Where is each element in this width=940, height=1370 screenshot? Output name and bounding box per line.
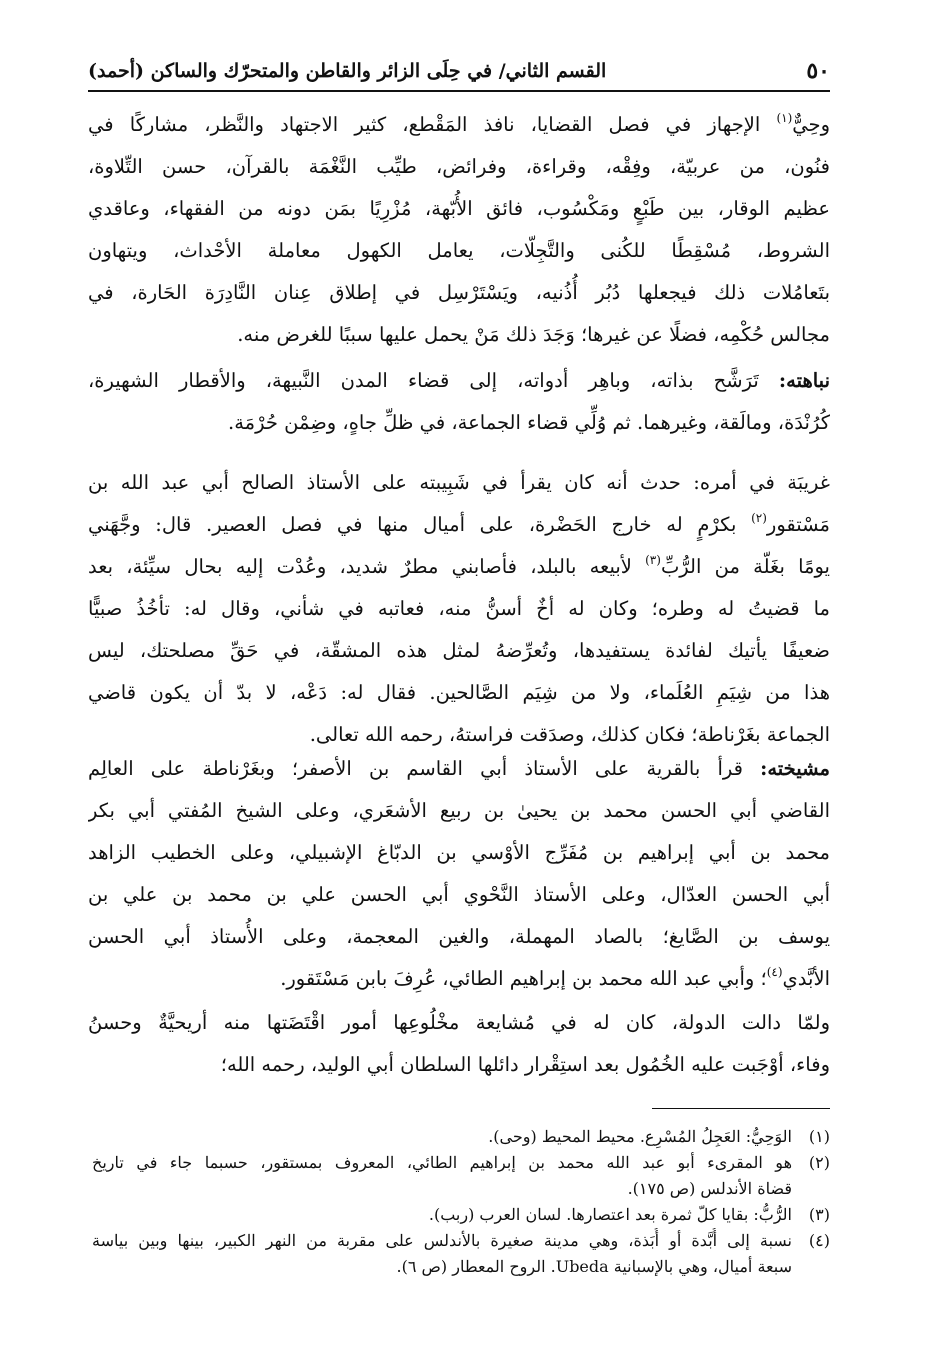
text-line: القاضي أبي الحسن محمد بن يحيىٰ بن ربيع الأشعَري، وعلى الشيخ المُفتي أبي بكر [88,799,830,822]
footnote-2-continued: قضاة الأندلس (ص ١٧٥). [627,1179,792,1198]
text-line: يوسف بن الصَّايغ؛ بالصاد المهملة، والغين المعجمة، وعلى الأُستاذ أبي الحسن [88,925,830,948]
footnote-4-continued: سبعة أميال، وهي بالإسبانية Ubeda. الروح المعطار (ص ٦). [396,1257,792,1276]
footnote-ref-1: (١) [776,111,793,125]
paragraph-2 [88,360,830,444]
text-line: ولمّا دالت الدولة، كان له في مُشايعة مخْلُوعِها أمور اقْتَضَتها منه أريحيَّةٌ وحسنُ [88,1011,830,1034]
text-line: يومًا بغَلّة من الرُّبِّ$^{(٣)}$ لأبيعه بالبلد، فأصابني مطرٌ شديد، وعُدْت إليه بحال سيِّئة، بعد [88,553,830,578]
text-line: عظيم الوقار، بين طَبْعٍ ومَكْسُوب، فائق الأُبّهة، مُزْرِيًا بمَن دونه من الفقهاء، وعاقدي [88,197,830,220]
text-line: وحِيٌّ$^{(١)}$ الإجهاز في فصل القضايا، نافذ المَقْطع، كثير الاجتهاد والنَّظر، مشاركًا في [88,111,830,136]
section-keyword: مشيخته: [760,757,830,780]
text-line: ما قضيتُ له وطره؛ وكان له أخٌ أسنُّ منه، فعاتبه في شأني، وقال له: تأخُذُ صبيًّا [88,597,830,620]
paragraph-4 [88,748,830,1000]
text-line: غريبَة في أمره: حدث أنه كان يقرأ في شَبِيبته على الأستاذ الصالح أبي عبد الله بن [88,471,830,494]
text-line: ضعيفًا يأتيك لفائدة يستفيدها، وتُعرِّضهُ لمثل هذه المشقّة، في حَقِّ مصلحتك، ليس [88,639,830,662]
footnote-ref-2: (٢) [751,511,767,525]
text-line: بتَعامُلات ذلك فيجعلها دُبُر أُذُنيه، ويَسْتَرْسِل في إطلاق عِنان النَّادِرَة الحَارة، في [88,281,830,304]
text-line: مشيخته: قرأ بالقرية على الأستاذ أبي القاسم بن الأصفر؛ وبغَرْناطة على العالِم [88,757,830,780]
footnote-ref-4: (٤) [766,965,783,979]
paragraph-5 [88,1002,830,1086]
text-line: أبي الحسن العدّال، وعلى الأستاذ النَّحْوي أبي الحسن علي بن محمد بن علي بن [88,883,830,906]
section-keyword: نباهته: [778,369,830,392]
footnote-2: (٢)هو المقرىء أبو عبد الله محمد بن إبراهيم الطائي، المعروف بمستقور، حسبما جاء في تاريخ [92,1153,830,1172]
paragraph-1 [88,104,830,356]
text-line: الأبَّدي$^{(٤)}$؛ وأبي عبد الله محمد بن إبراهيم الطائي، عُرِفَ بابن مَسْتَقور. [280,965,830,990]
footnote-ref-3: (٣) [645,553,661,567]
footnote-1: (١)الوَحِيُّ: العَجِلُ المُسْرِع. محيط المحيط (وحى). [488,1127,830,1146]
text-line: الجماعة بغَرْناطة؛ فكان كذلك، وصدَقت فراستهُ، رحمه الله تعالى. [309,723,830,746]
text-line: فنُون، من عربيّة، وفِقْه، وقراءة، وفرائض، طيِّب النَّغْمَة بالقرآن، حسن التِّلاوة، [88,155,830,178]
text-line: مجالس حُكْمِه، فضلًا عن غيرها؛ وَجَدَ ذلك مَنْ يحمل عليها سببًا للغرض منه. [237,323,830,346]
footnotes [92,1124,830,1280]
text-line: وفاء، أوْجَبت عليه الخُمُول بعد استِقْرار دائلها السلطان أبي الوليد، رحمه الله؛ [220,1053,830,1076]
text-line: محمد بن أبي إبراهيم بن مُفَرِّج الأوْسي بن الدبّاغ الإشبيلي، وعلى الخطيب الزاهد [88,841,830,864]
text-line: كُرُنْدَة، ومالَقة، وغيرهما. ثم وُلِّي قضاء الجماعة، في ظلِّ جاهٍ، وضِمْن حُرْمَة. [228,411,830,434]
text-line: هذا من شِيَمِ العُلَماء، ولا من شِيَم الصَّالحين. فقال له: دَعْه، لا بدّ أن يكون قاضي [88,681,830,704]
footnote-3: (٣)الرُّبُّ: بقايا كلّ ثمرة بعد اعتصارها. لسان العرب (ربب). [428,1205,830,1224]
running-title: القسم الثاني/ في حِلَى الزائر والقاطن والمتحرّك والساكن (أحمد) [88,60,607,82]
paragraph-3 [88,462,830,756]
text-line: الشروط، مُسْقِطًا للكُنى والتَّجِلّات، يعامل الكهول معاملة الأحْداث، ويتهاون [88,239,830,262]
text-line: مَسْتقور$^{(٢)}$ بكرْمٍ له خارج الحَضْرة، على أميال منها في فصل العصير. قال: وجَّهَني [88,511,830,536]
text-line: نباهته: تَرَشَّح بذاته، وباهِر أدواته، إلى قضاء المدن النَّبيهة، والأقطار الشهيرة، [88,369,830,392]
page-number: ٥٠ [806,58,830,84]
footnote-4: (٤)نسبة إلى أُبَّدة أو أُبَذة، وهي مدينة صغيرة بالأندلس على مقربة من النهر الكبير، بينها وبين بياسة [92,1231,830,1250]
footnote-divider [652,1108,830,1109]
page-header [88,56,830,92]
